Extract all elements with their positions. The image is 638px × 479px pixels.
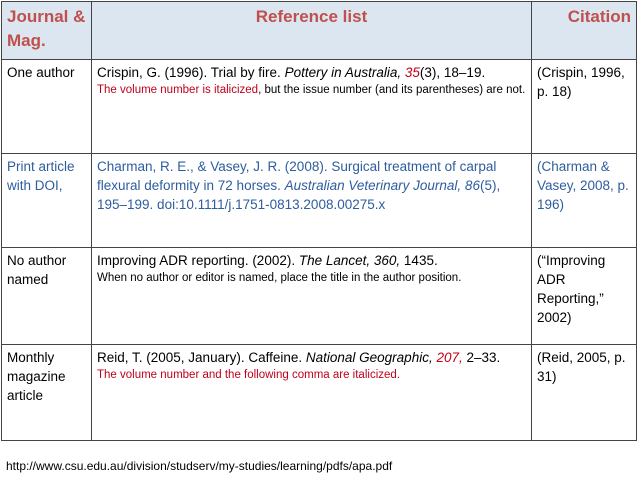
- reference-text: Improving ADR reporting. (2002).: [97, 253, 299, 269]
- reference-text: Charman, R. E., & Vasey, J. R. (2008). Surgical treatment of carpal flexural deformity in 72 horses.: [97, 159, 497, 194]
- reference-note: The volume number and the following comma are italicized.: [97, 369, 400, 382]
- reference-entry: [97, 157, 526, 214]
- row-citation: (“Improving ADR Reporting,” 2002): [532, 248, 637, 345]
- reference-volume: 207,: [436, 350, 463, 366]
- reference-entry: [97, 63, 526, 82]
- reference-source-title: The Lancet, 360,: [298, 253, 401, 269]
- header-citation: Citation: [532, 2, 637, 60]
- reference-text: (3), 18–19.: [419, 65, 486, 81]
- source-url: http://www.csu.edu.au/division/studserv/my-studies/learning/pdfs/apa.pdf: [6, 459, 393, 473]
- reference-note: When no author or editor is named, place the title in the author position.: [97, 272, 462, 285]
- table-header-row: [2, 2, 637, 60]
- row-type: Monthly magazine article: [2, 345, 92, 441]
- row-type: One author: [2, 60, 92, 154]
- reference-text: Reid, T. (2005, January). Caffeine.: [97, 350, 306, 366]
- reference-text: (5), 195–199. doi:10.1111/j.1751-0813.2008.00275.x: [97, 178, 501, 213]
- table-row: [2, 60, 637, 154]
- reference-note: [97, 82, 526, 99]
- row-reference: [92, 345, 532, 441]
- reference-text: 2–33.: [462, 350, 501, 366]
- table-row: [2, 345, 637, 441]
- reference-entry: [97, 251, 526, 270]
- row-reference: [92, 60, 532, 154]
- row-citation: (Reid, 2005, p. 31): [532, 345, 637, 441]
- reference-text: Crispin, G. (1996). Trial by fire.: [97, 65, 285, 81]
- row-type: Print article with DOI,: [2, 154, 92, 248]
- header-reference-list: Reference list: [92, 2, 532, 60]
- reference-text: 1435.: [400, 253, 438, 269]
- table-row: [2, 248, 637, 345]
- row-reference: [92, 154, 532, 248]
- table-row: [2, 154, 637, 248]
- note-highlight: The volume number is italicized: [97, 84, 259, 97]
- reference-source-title: Australian Veterinary Journal, 86: [284, 178, 480, 194]
- reference-source-title: National Geographic,: [305, 350, 437, 366]
- reference-volume: 35: [404, 65, 420, 81]
- reference-source-title: Pottery in Australia,: [284, 65, 405, 81]
- header-journal-mag: Journal & Mag.: [2, 2, 92, 60]
- row-type: No author named: [2, 248, 92, 345]
- note-text: , but the issue number (and its parentheses) are not.: [258, 84, 526, 97]
- reference-entry: [97, 348, 526, 367]
- row-reference: [92, 248, 532, 345]
- row-citation: (Charman & Vasey, 2008, p. 196): [532, 154, 637, 248]
- row-citation: (Crispin, 1996, p. 18): [532, 60, 637, 154]
- apa-reference-table: [1, 1, 637, 441]
